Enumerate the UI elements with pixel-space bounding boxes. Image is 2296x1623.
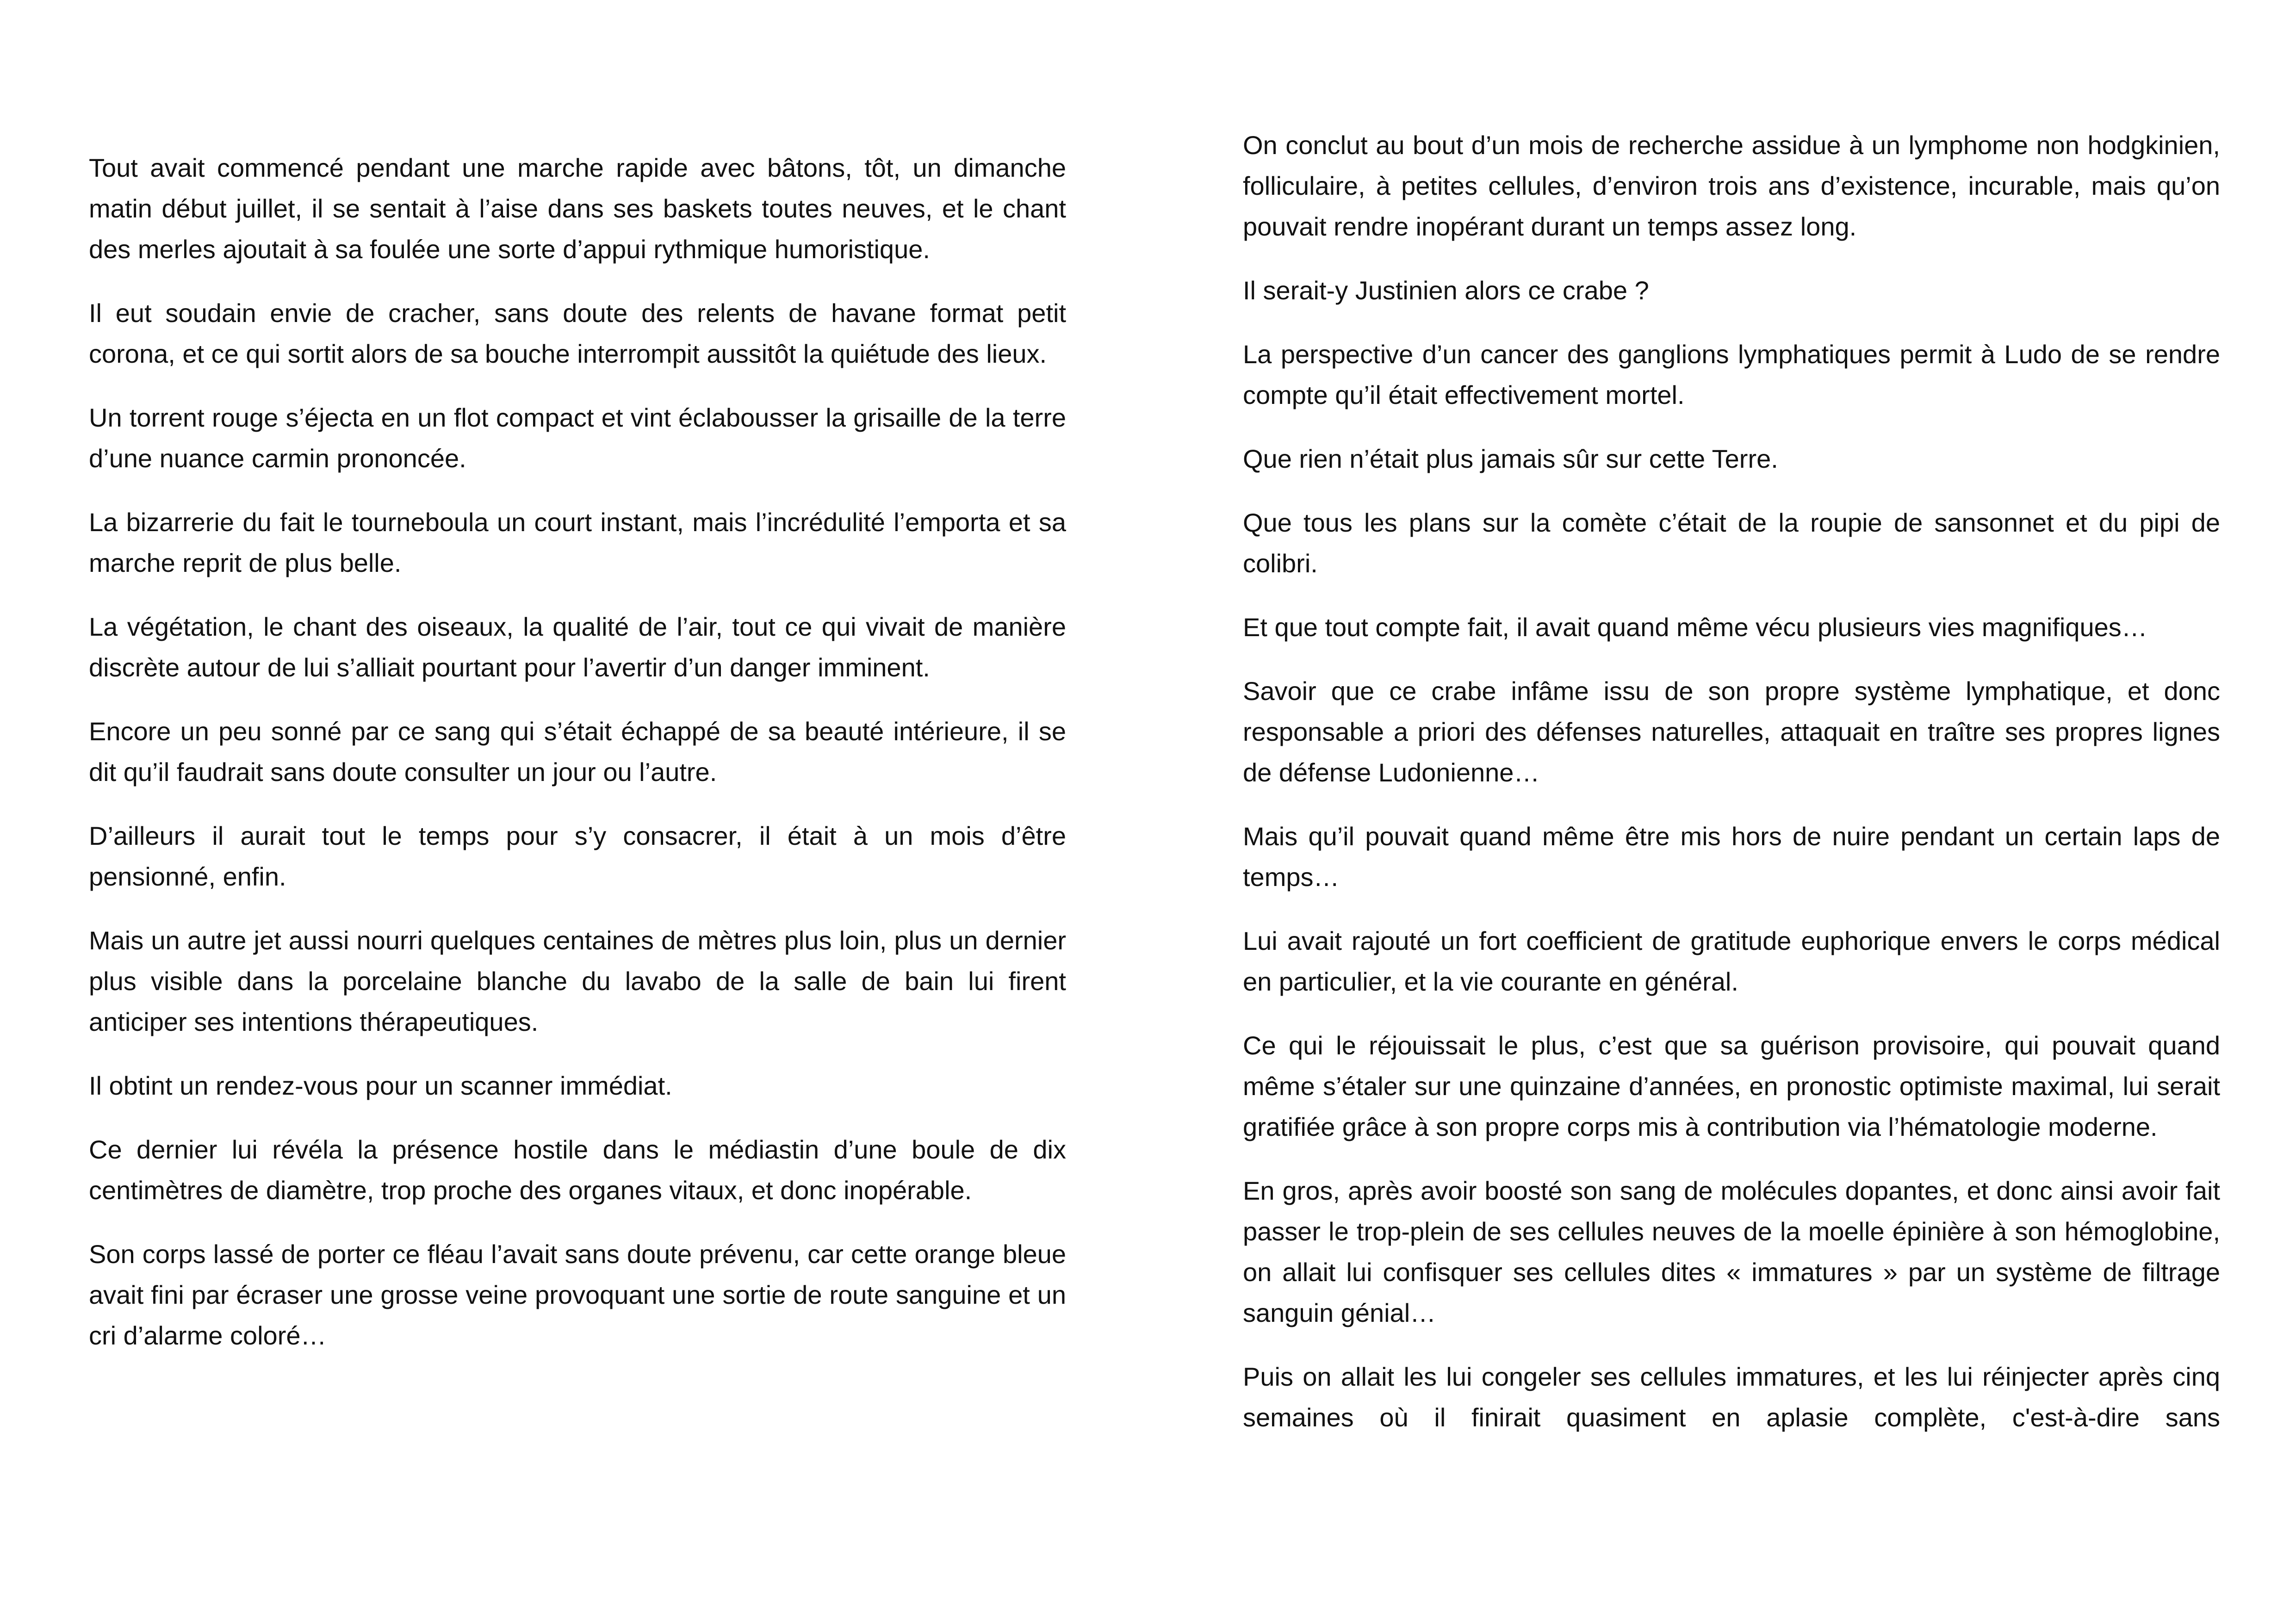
- paragraph: Son corps lassé de porter ce fléau l’avait sans doute prévenu, car cette orange bleue avait fini par écraser une grosse veine provoquant une sortie de route sanguine et un cri d’alarme coloré…: [89, 1239, 1066, 1350]
- paragraph: La bizarrerie du fait le tourneboula un court instant, mais l’incrédulité l’emporta et sa marche reprit de plus belle.: [89, 508, 1066, 577]
- right-page-text: [1243, 125, 2220, 1438]
- paragraph: Mais un autre jet aussi nourri quelques centaines de mètres plus loin, plus un dernier plus visible dans la porcelaine blanche du lavabo de la salle de bain lui firent anticiper ses intentions thérapeutiques.: [89, 926, 1066, 1036]
- paragraph: D’ailleurs il aurait tout le temps pour s’y consacrer, il était à un mois d’être pensionné, enfin.: [89, 821, 1066, 891]
- right-page: [1148, 0, 2296, 1623]
- paragraph: La perspective d’un cancer des ganglions lymphatiques permit à Ludo de se rendre compte qu’il était effectivement mortel.: [1243, 340, 2220, 409]
- paragraph: On conclut au bout d’un mois de recherche assidue à un lymphome non hodgkinien, folliculaire, à petites cellules, d’environ trois ans d’existence, incurable, mais qu’on pouvait rendre inopérant durant un temps assez long.: [1243, 130, 2220, 241]
- paragraph: Il eut soudain envie de cracher, sans doute des relents de havane format petit corona, et ce qui sortit alors de sa bouche interrompit aussitôt la quiétude des lieux.: [89, 298, 1066, 368]
- paragraph: Un torrent rouge s’éjecta en un flot compact et vint éclabousser la grisaille de la terre d’une nuance carmin prononcée.: [89, 403, 1066, 473]
- paragraph: Puis on allait les lui congeler ses cellules immatures, et les lui réinjecter après cinq semaines où il finirait quasiment en aplasie complète, c'est-à-dire sans: [1243, 1362, 2220, 1432]
- paragraph: Lui avait rajouté un fort coefficient de gratitude euphorique envers le corps médical en particulier, et la vie courante en général.: [1243, 926, 2220, 996]
- paragraph: Que rien n’était plus jamais sûr sur cette Terre.: [1243, 444, 1778, 473]
- paragraph: En gros, après avoir boosté son sang de molécules dopantes, et donc ainsi avoir fait passer le trop-plein de ses cellules neuves de la moelle épinière à son hémoglobine, on allait lui confisquer ses cellules dites « immatures » par un système de filtrage sanguin génial…: [1243, 1176, 2220, 1327]
- paragraph: Encore un peu sonné par ce sang qui s’était échappé de sa beauté intérieure, il se dit qu’il faudrait sans doute consulter un jour ou l’autre.: [89, 717, 1066, 787]
- paragraph: Et que tout compte fait, il avait quand même vécu plusieurs vies magnifiques…: [1243, 613, 2147, 642]
- paragraph: Savoir que ce crabe infâme issu de son propre système lymphatique, et donc responsable a priori des défenses naturelles, attaquait en traître ses propres lignes de défense Ludonienne…: [1243, 676, 2220, 787]
- paragraph: Que tous les plans sur la comète c’était de la roupie de sansonnet et du pipi de colibri.: [1243, 508, 2220, 578]
- paragraph: Tout avait commencé pendant une marche rapide avec bâtons, tôt, un dimanche matin début juillet, il se sentait à l’aise dans ses baskets toutes neuves, et le chant des merles ajoutait à sa foulée une sorte d’appui rythmique humoristique.: [89, 153, 1066, 264]
- paragraph: Il obtint un rendez-vous pour un scanner immédiat.: [89, 1071, 672, 1100]
- paragraph: La végétation, le chant des oiseaux, la qualité de l’air, tout ce qui vivait de manière discrète autour de lui s’alliait pourtant pour l’avertir d’un danger imminent.: [89, 612, 1066, 682]
- paragraph: Ce qui le réjouissait le plus, c’est que sa guérison provisoire, qui pouvait quand même s’étaler sur une quinzaine d’années, en pronostic optimiste maximal, lui serait gratifiée grâce à son propre corps mis à contribution via l’hématologie moderne.: [1243, 1031, 2220, 1141]
- left-page-text: [89, 148, 1066, 1379]
- paragraph: Il serait-y Justinien alors ce crabe ?: [1243, 276, 1649, 305]
- paragraph: Ce dernier lui révéla la présence hostile dans le médiastin d’une boule de dix centimètres de diamètre, trop proche des organes vitaux, et donc inopérable.: [89, 1135, 1066, 1205]
- paragraph: Mais qu’il pouvait quand même être mis hors de nuire pendant un certain laps de temps…: [1243, 822, 2220, 892]
